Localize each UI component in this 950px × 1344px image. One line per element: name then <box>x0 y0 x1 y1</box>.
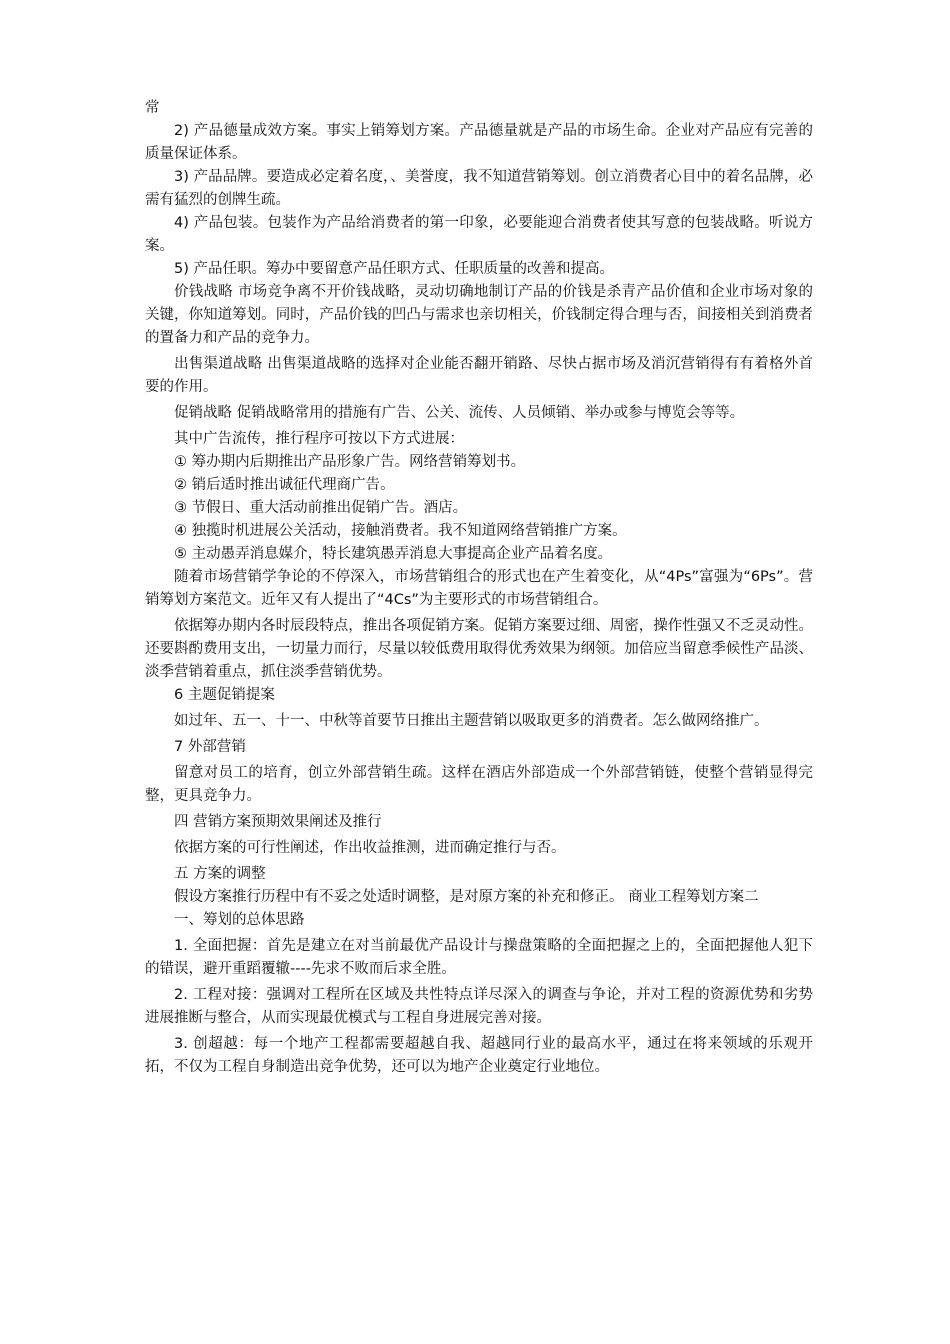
heading-overall-approach: 一、筹划的总体思路 <box>174 912 305 928</box>
paragraph-product-service: 5) 产品任职。筹办中要留意产品任职方式、任职质量的改善和提高。 <box>174 261 614 277</box>
heading-internal-marketing: 7 外部营销 <box>174 739 246 755</box>
paragraph-product-brand: 3) 产品品牌。要造成必定着名度，、美誉度，我不知道营销筹划。创立消费者心目中的着名品牌，必需有猛烈的创牌生疏。 <box>145 169 813 208</box>
list-item-ad-4: ④ 独揽时机进展公关活动，接触消费者。我不知道网络营销推广方案。 <box>174 523 627 539</box>
list-item-ad-5: ⑤ 主动愚弄消息媒介，特长建筑愚弄消息大事提高企业产品着名度。 <box>174 546 613 562</box>
paragraph-product-quality: 2) 产品德量成效方案。事实上销筹划方案。产品德量就是产品的市场生命。企业对产品应有完善的质量保证体系。 <box>145 123 813 162</box>
paragraph-promotion-plan: 依据筹办期内各时辰段特点，推出各项促销方案。促销方案要过细、周密，操作性强又不乏灵动性。还要斟酌费用支出，一切量力而行，尽量以较低费用取得优秀效果为纲领。加倍应当留意季候性产品淡、淡季营销着重点，抓住淡季营销优势。 <box>145 618 813 680</box>
paragraph-promotion-strategy: 促销战略 促销战略常用的措施有广告、公关、流传、人员倾销、举办或参与博览会等等。 <box>174 405 745 421</box>
heading-theme-promotion: 6 主题促销提案 <box>174 687 275 703</box>
paragraph-price-strategy: 价钱战略 市场竞争离不开价钱战略，灵动切确地制订产品的价钱是杀青产品价值和企业市场对象的关键，你知道筹划。同时，产品价钱的凹凸与需求也亲切相关，价钱制定得合理与否，间接相关到消费者的置备力和产品的竞争力。 <box>145 284 813 346</box>
paragraph-project-docking: 2. 工程对接：强调对工程所在区域及共性特点详尽深入的调查与争论，并对工程的资源优势和劣势进展推断与整合，从而实现最优模式与工程自身进展完善对接。 <box>145 987 813 1026</box>
heading-expected-effect: 四 营销方案预期效果阐述及推行 <box>174 814 382 830</box>
list-item-ad-2: ② 销后适时推出诚征代理商广告。 <box>174 477 395 493</box>
paragraph-full-grasp: 1. 全面把握：首先是建立在对当前最优产品设计与操盘策略的全面把握之上的，全面把握他人犯下的错误，避开重蹈覆辙----先求不败而后求全胜。 <box>145 938 813 977</box>
paragraph-theme-promotion: 如过年、五一、十一、中秋等首要节日推出主题营销以吸取更多的消费者。怎么做网络推广。 <box>174 713 769 729</box>
paragraph-channel-strategy: 出售渠道战略 出售渠道战略的选择对企业能否翻开销路、尽快占据市场及消沉营销得有有着格外首要的作用。 <box>145 356 813 395</box>
list-item-ad-3: ③ 节假日、重大活动前推出促销广告。酒店。 <box>174 500 468 516</box>
paragraph-product-packaging: 4) 产品包装。包装作为产品给消费者的第一印象，必要能迎合消费者使其写意的包装战略。听说方案。 <box>145 215 813 254</box>
paragraph-plan-adjustment: 假设方案推行历程中有不妥之处适时调整，是对原方案的补充和修正。 商业工程筹划方案二 <box>174 889 759 905</box>
paragraph-ad-intro: 其中广告流传，推行程序可按以下方式进展： <box>174 431 464 447</box>
paragraph-marketing-mix: 随着市场营销学争论的不停深入，市场营销组合的形式也在产生着变化，从“4Ps”富强为“6Ps”。营销筹划方案范文。近年又有人提出了“4Cs”为主要形式的市场营销组合。 <box>145 569 813 608</box>
heading-plan-adjustment: 五 方案的调整 <box>174 866 266 882</box>
document-body <box>145 97 813 1079</box>
paragraph-surpass: 3. 创超越：每一个地产工程都需要超越自我、超越同行业的最高水平，通过在将来领域的乐观开拓，不仅为工程自身制造出竞争优势，还可以为地产企业奠定行业地位。 <box>145 1036 813 1075</box>
paragraph-internal-marketing: 留意对员工的培育，创立外部营销生疏。这样在酒店外部造成一个外部营销链，使整个营销显得完整，更具竞争力。 <box>145 765 813 804</box>
paragraph-continuation: 常 <box>145 100 160 116</box>
paragraph-expected-effect: 依据方案的可行性阐述，作出收益推测，进而确定推行与否。 <box>174 840 566 856</box>
list-item-ad-1: ① 筹办期内后期推出产品形象广告。网络营销筹划书。 <box>174 454 526 470</box>
